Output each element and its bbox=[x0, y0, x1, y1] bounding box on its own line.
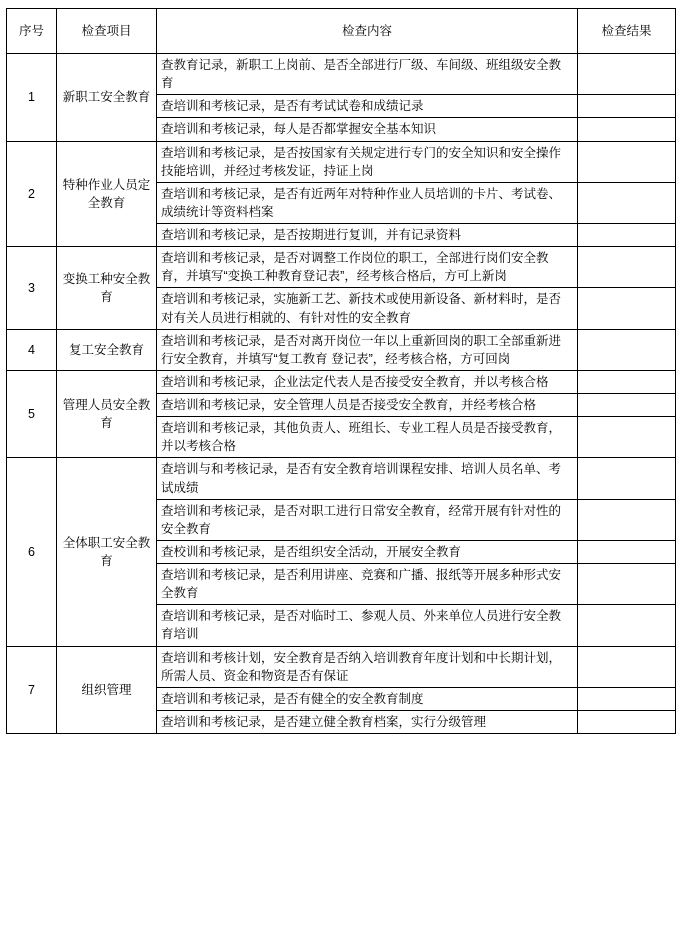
row-inspection-content: 查培训和考核记录，是否有健全的安全教育制度 bbox=[157, 687, 578, 710]
header-content: 检查内容 bbox=[157, 9, 578, 54]
row-sequence-number: 2 bbox=[7, 141, 57, 247]
row-inspection-content: 查培训和考核记录，是否对调整工作岗位的职工，全部进行岗们安全教育，并填写“变换工种教育登记表”，经考核合格后，方可上新岗 bbox=[157, 247, 578, 288]
inspection-table bbox=[6, 8, 676, 734]
row-sequence-number: 6 bbox=[7, 458, 57, 646]
row-inspection-result[interactable] bbox=[578, 394, 676, 417]
row-inspection-item: 特种作业人员定全教育 bbox=[57, 141, 157, 247]
row-inspection-content: 查教育记录，新职工上岗前、是否全部进行厂级、车间级、班组级安全教育 bbox=[157, 54, 578, 95]
row-inspection-content: 查培训和考核记录，每人是否都掌握安全基本知识 bbox=[157, 118, 578, 141]
row-inspection-result[interactable] bbox=[578, 141, 676, 182]
row-inspection-result[interactable] bbox=[578, 499, 676, 540]
row-inspection-content: 查培训和考核记录，是否建立健全教育档案，实行分级管理 bbox=[157, 710, 578, 733]
row-inspection-result[interactable] bbox=[578, 540, 676, 563]
table-row bbox=[7, 458, 676, 499]
row-inspection-result[interactable] bbox=[578, 417, 676, 458]
table-row bbox=[7, 646, 676, 687]
row-inspection-result[interactable] bbox=[578, 118, 676, 141]
row-sequence-number: 5 bbox=[7, 370, 57, 458]
row-inspection-content: 查培训和考核记录，实施新工艺、新技术或使用新设备、新材料时，是否对有关人员进行相就的、有针对性的安全教育 bbox=[157, 288, 578, 329]
row-inspection-content: 查培训和考核记录，是否按期进行复训，并有记录资料 bbox=[157, 224, 578, 247]
table-row bbox=[7, 370, 676, 393]
header-seq: 序号 bbox=[7, 9, 57, 54]
row-inspection-result[interactable] bbox=[578, 710, 676, 733]
row-sequence-number: 3 bbox=[7, 247, 57, 330]
table-row bbox=[7, 54, 676, 95]
row-inspection-item: 组织管理 bbox=[57, 646, 157, 734]
row-inspection-result[interactable] bbox=[578, 247, 676, 288]
row-sequence-number: 7 bbox=[7, 646, 57, 734]
row-inspection-item: 变换工种安全教育 bbox=[57, 247, 157, 330]
row-inspection-result[interactable] bbox=[578, 687, 676, 710]
row-inspection-content: 查培训和考核记录，是否对离开岗位一年以上重新回岗的职工全部重新进行安全教育，并填写“复工教育 登记表”，经考核合格，方可回岗 bbox=[157, 329, 578, 370]
row-inspection-result[interactable] bbox=[578, 182, 676, 223]
row-inspection-result[interactable] bbox=[578, 54, 676, 95]
row-inspection-item: 管理人员安全教育 bbox=[57, 370, 157, 458]
row-inspection-result[interactable] bbox=[578, 95, 676, 118]
row-inspection-result[interactable] bbox=[578, 564, 676, 605]
row-inspection-content: 查培训和考核计划，安全教育是否纳入培训教育年度计划和中长期计划，所需人员、资金和物资是否有保证 bbox=[157, 646, 578, 687]
row-inspection-result[interactable] bbox=[578, 288, 676, 329]
row-inspection-content: 查培训和考核记录，是否按国家有关规定进行专门的安全知识和安全操作技能培训，并经过考核发证，持证上岗 bbox=[157, 141, 578, 182]
row-inspection-content: 查培训和考核记录，是否对职工进行日常安全教育，经常开展有针对性的安全教育 bbox=[157, 499, 578, 540]
row-inspection-content: 查培训和考核记录，是否利用讲座、竞赛和广播、报纸等开展多种形式安全教育 bbox=[157, 564, 578, 605]
row-inspection-content: 查培训和考核记录，是否有近两年对特种作业人员培训的卡片、考试卷、成绩统计等资料档案 bbox=[157, 182, 578, 223]
table-row bbox=[7, 247, 676, 288]
table-row bbox=[7, 329, 676, 370]
table-header bbox=[7, 9, 676, 54]
row-inspection-content: 查校训和考核记录，是否组织安全活动，开展安全教育 bbox=[157, 540, 578, 563]
row-inspection-result[interactable] bbox=[578, 605, 676, 646]
row-inspection-content: 查培训和考核记录，是否有考试试卷和成绩记录 bbox=[157, 95, 578, 118]
row-inspection-item: 全体职工安全教育 bbox=[57, 458, 157, 646]
table-row bbox=[7, 141, 676, 182]
row-inspection-result[interactable] bbox=[578, 224, 676, 247]
table-header-row bbox=[7, 9, 676, 54]
row-sequence-number: 4 bbox=[7, 329, 57, 370]
row-inspection-content: 查培训和考核记录，其他负责人、班组长、专业工程人员是否接受教育，并以考核合格 bbox=[157, 417, 578, 458]
row-inspection-content: 查培训与和考核记录，是否有安全教育培训课程安排、培训人员名单、考试成绩 bbox=[157, 458, 578, 499]
header-item: 检查项目 bbox=[57, 9, 157, 54]
row-sequence-number: 1 bbox=[7, 54, 57, 142]
row-inspection-result[interactable] bbox=[578, 646, 676, 687]
table-body bbox=[7, 54, 676, 734]
row-inspection-item: 新职工安全教育 bbox=[57, 54, 157, 142]
row-inspection-result[interactable] bbox=[578, 458, 676, 499]
row-inspection-item: 复工安全教育 bbox=[57, 329, 157, 370]
header-result: 检查结果 bbox=[578, 9, 676, 54]
row-inspection-content: 查培训和考核记录，是否对临时工、参观人员、外来单位人员进行安全教育培训 bbox=[157, 605, 578, 646]
row-inspection-result[interactable] bbox=[578, 370, 676, 393]
row-inspection-content: 查培训和考核记录，企业法定代表人是否接受安全教育，并以考核合格 bbox=[157, 370, 578, 393]
row-inspection-result[interactable] bbox=[578, 329, 676, 370]
row-inspection-content: 查培训和考核记录，安全管理人员是否接受安全教育，并经考核合格 bbox=[157, 394, 578, 417]
